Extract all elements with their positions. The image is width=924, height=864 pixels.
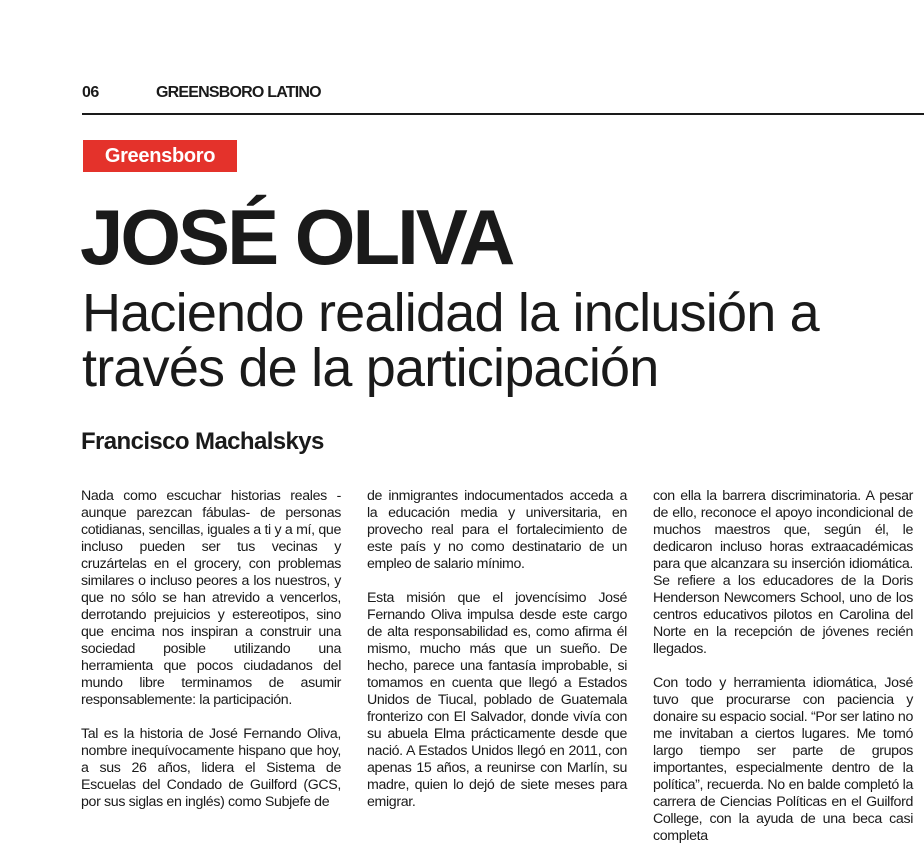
- paragraph: Esta misión que el jovencísimo José Fernando Oliva impulsa desde este cargo de alta responsabilidad es, como afirma él mismo, mucho más que un sueño. De hecho, parece una fantasía improbable, si tomamos en cuenta que llegó a Estados Unidos de Tiucal, poblado de Guatemala fronterizo con El Salvador, donde vivía con su abuela Elma prácticamente desde que nació. A Estados Unidos llegó en 2011, con apenas 15 años, a reunirse con Marlín, su madre, quien lo dejó de siete meses para emigrar.: [367, 590, 627, 810]
- headline: JOSÉ OLIVA: [80, 193, 513, 281]
- publication-name: GREENSBORO LATINO: [156, 84, 321, 101]
- paragraph: Nada como escuchar historias reales -aunque parezcan fábulas- de personas cotidianas, sencillas, iguales a ti y a mí, que incluso pueden ser tus vecinas y cruzártelas en el grocery, con problemas similares o incluso peores a los nuestros, y que no sólo se han atrevido a vencerlos, derrotando prejuicios y estereotipos, sino que encima nos inspiran a construir una sociedad posible utilizando una herramienta que pocos ciudadanos del mundo libre terminamos de asumir responsablemente: la participación.: [81, 488, 341, 708]
- paragraph: Tal es la historia de José Fernando Oliva, nombre inequívocamente hispano que hoy, a sus 26 años, lidera el Sistema de Escuelas del Condado de Guilford (GCS, por sus siglas en inglés) como Subjefe de: [81, 726, 341, 810]
- paragraph: de inmigrantes indocumentados acceda a la educación media y universitaria, en provecho real para el fortalecimiento de este país y no como destinatario de un empleo de salario mínimo.: [367, 488, 627, 572]
- article-column-2: [367, 488, 627, 828]
- header-rule: [82, 113, 924, 115]
- article-column-1: [81, 488, 341, 828]
- page-header: [82, 84, 924, 106]
- page-number: 06: [82, 84, 99, 101]
- byline: Francisco Machalskys: [81, 428, 324, 455]
- paragraph: con ella la barrera discriminatoria. A pesar de ello, reconoce el apoyo incondicional de muchos maestros que, según él, le dedicaron incluso horas extraacadémicas para que alcanzara su inserción idiomática. Se refiere a los educadores de la Doris Henderson Newcomers School, uno de los centros educativos pilotos en Carolina del Norte en la recepción de jóvenes recién llegados.: [653, 488, 913, 657]
- paragraph: Con todo y herramienta idiomática, José tuvo que procurarse con paciencia y donaire su espacio social. “Por ser latino no me invitaban a ciertos lugares. Me tomó largo tiempo ser parte de grupos importantes, especialmente dentro de la política”, recuerda. No en balde completó la carrera de Ciencias Políticas en el Guilford College, con la ayuda de una beca casi completa: [653, 675, 913, 844]
- article-column-3: [653, 488, 913, 862]
- subheadline: Haciendo realidad la inclusión a través de la participación: [82, 283, 819, 398]
- section-tag: Greensboro: [83, 140, 237, 172]
